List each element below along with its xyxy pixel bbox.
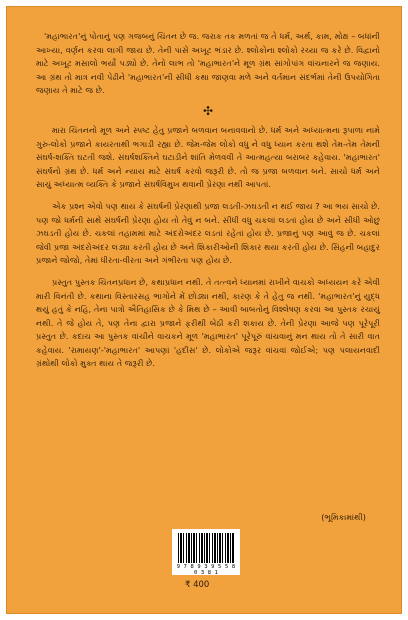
paragraph-1: 'મહાભારત'નું પોતાનું પણ ગજબનું ચિંતન છે જ. જરાક તક મળતાં જ તે ધર્મ, અર્થ, કામ, મોક્ષ – બધાંની આખ્યા, વર્ણન કરવા લાગી જાય છે. તેની પાસે અખૂટ ભંડાર છે. શ્લોકોના શ્લોકો રચ્યા જ કરે છે. વિદ્વાનો માટે અખૂટ મસાલો ભર્યો પડ્યો છે. તેનો લાભ તો 'મહાભારત'ને મૂળ ગ્રંથ સાંગોપાંગ વાંચનારને જ જણાય. આ ગ્રંથ તો માત્ર નવી પેઢીને 'મહાભારત'ની સીધી કથા જાણવા મળે અને વર્તમાન સંદર્ભમાં તેની ઉપયોગિતા જણાય તે માટે જ છે. [36, 31, 380, 96]
isbn-barcode [172, 529, 240, 575]
price-label: ₹ 400 [185, 580, 210, 590]
paragraph-3: એક પ્રશ્ન એવો પણ થાય કે સંઘર્ષની પ્રેરણાથી પ્રજા લડતી-ઝઘડતી ન થઈ જાય ? આ ભય સાચો છે. પણ જો ધર્મની સાથે સંઘર્ષની પ્રેરણા હોય તો તેવું ન બને. સીધી વધુ ચકલાં લડતાં હોય છે અને સીધી ઓછું ઝઘડતી હોય છે. ચકલાં તહામમાં માટે અંદરોઅંદર લડતાં રહેતાં હોય છે. પ્રજાનું પણ આવું જ છે. ચકલાં જેવી પ્રજા અંદરોઅંદર લડ્યા કરતી હોય છે અને શિકારીઓની શિકાર થયા કરતી હોય છે. સિંહની બહાદુર પ્રજાને જોજો, તેમાં ધીરતા-વીરતા અને ગંભીરતા પણ હોય છે. [36, 200, 380, 266]
back-cover [6, 6, 402, 614]
paragraph-2: મારા ચિંતનનો મૂળ અને સ્પષ્ટ હેતુ પ્રજાને બળવાન બનાવવાનો છે. ધર્મ અને અધ્યાત્મના રૂપાળા નામે ગુરુ-લોકો પ્રજાને કાયરતાથી ભગાડી રહ્યા છે. જેમ-જેમ લોકો વધુ ને વધુ ધ્યાન કરતા થશે તેમ-તેમ તેમની સંઘર્ષ-શક્તિ ઘટતી જશે. સંઘર્ષશક્તિને ઘટાડીને શાંતિ મેળવવી તે આત્મહત્યા બરાબર કહેવાય. 'મહાભારત' સંઘર્ષનો ગ્રંથ છે. ધર્મ અને ન્યાય માટે સંઘર્ષ કરવો જરૂરી છે. તો જ પ્રજા બળવાન બને. સાચો ધર્મ અને સાચું અધ્યાત્મ વ્યક્તિ કે પ્રજાને સંઘર્ષવિમુખ થવાની પ્રેરણા નથી આપતાં. [36, 124, 380, 190]
ornament-icon: ✣ [202, 103, 214, 118]
paragraph-4: પ્રસ્તુત પુસ્તક ચિંતનપ્રધાન છે, કથાપ્રધાન નથી. તે તત્ત્વને ધ્યાનમાં રાખીને વાચકો અધ્યયન કરે એવી મારી વિનંતી છે. કથાના વિસ્તારસહ ભાગોને મેં છોડ્યા નથી, કારણ કે તે હેતુ જ નથી. 'મહાભારત'નું યુદ્ધ થયું હતું કે નહિ, તેના પાત્રો ઐતિહાસિક છે કે મિથ છે – આવી બાબતોનું વિશ્લેષણ કરવા આ પુસ્તક રચાયું નથી. તે જે હોય તે, પણ તેના દ્વારા પ્રજાને ફરીથી બેઠી કરી શકાય છે. તેની પ્રેરણા આજે પણ પૂરેપૂરી પ્રસ્તુત છે. કદાચ આ પુસ્તક વાંચીને વાચકને મૂળ 'મહાભારત' પૂરેપૂરું વાંચવાનું મન થાય તો તે સારી વાત કહેવાય. 'રામાયણ'-'મહાભારત' આપણાં 'હદીસ' છે. લોકોએ જરૂર વાંચવાં જોઈએ; પણ પલાયનવાદી ગ્રંથોથી લોકો મુક્ત થાય તે જરૂરી છે. [36, 276, 380, 369]
barcode-icon [178, 533, 234, 563]
source-note: (ભૂમિકામાંથી) [321, 512, 366, 522]
barcode-digits: 9 7 8 9 3 9 5 5 8 0 3 8 1 [176, 564, 236, 576]
blurb-text [36, 30, 380, 371]
